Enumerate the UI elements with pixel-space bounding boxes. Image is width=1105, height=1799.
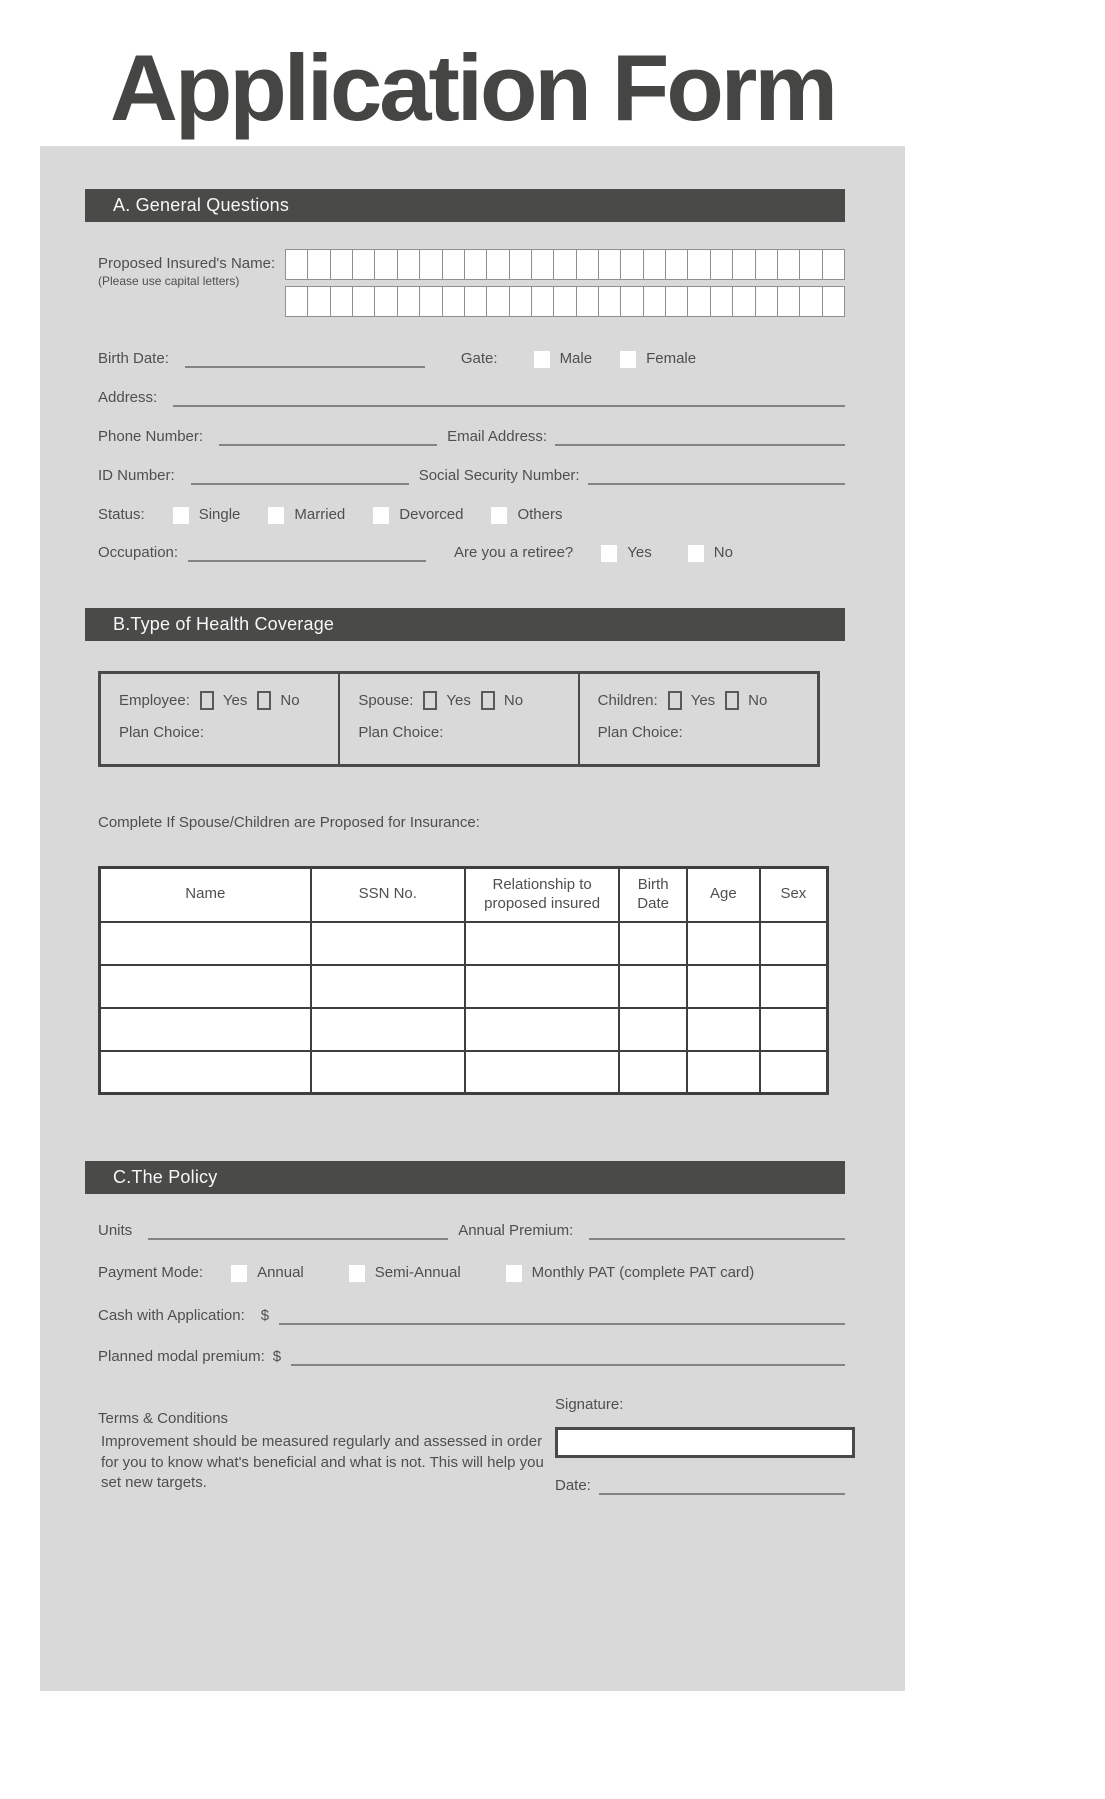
terms-title: Terms & Conditions — [98, 1410, 229, 1427]
spouse-yes-label: Yes — [446, 691, 471, 709]
employee-yes-label: Yes — [222, 691, 248, 709]
status-married-checkbox[interactable] — [268, 507, 284, 524]
id-number-field[interactable] — [191, 465, 409, 485]
planned-modal-premium-field[interactable] — [291, 1346, 845, 1366]
dependents-cell[interactable] — [760, 922, 828, 965]
dependents-cell[interactable] — [687, 922, 760, 965]
dependents-col-header: Age — [687, 868, 760, 922]
dependents-col-header: SSN No. — [311, 868, 465, 922]
spouse-no-label: No — [503, 691, 524, 709]
gate-label: Gate: — [460, 350, 498, 367]
name-char-cell[interactable] — [307, 286, 330, 317]
status-others-label: Others — [517, 506, 563, 523]
signature-label: Signature: — [555, 1396, 624, 1413]
name-char-cell[interactable] — [822, 286, 845, 317]
name-char-cell[interactable] — [553, 249, 576, 280]
dependents-cell[interactable] — [760, 1051, 828, 1094]
name-char-cell[interactable] — [620, 249, 643, 280]
spouse-no-checkbox[interactable] — [481, 691, 495, 710]
payment-monthly-pat-label: Monthly PAT (complete PAT card) — [531, 1264, 755, 1281]
gate-female-checkbox[interactable] — [620, 351, 636, 368]
name-char-cell[interactable] — [464, 249, 487, 280]
name-char-cell[interactable] — [352, 286, 375, 317]
signature-block — [555, 1396, 855, 1495]
planned-modal-premium-label: Planned modal premium: — [98, 1348, 265, 1365]
dependents-col-header: Name — [100, 868, 311, 922]
payment-monthly-pat-checkbox[interactable] — [506, 1265, 522, 1282]
name-char-cell[interactable] — [598, 249, 621, 280]
dependents-cell[interactable] — [619, 965, 687, 1008]
status-devorced-checkbox[interactable] — [373, 507, 389, 524]
cash-with-application-field[interactable] — [279, 1305, 845, 1325]
name-char-cell[interactable] — [531, 249, 554, 280]
dependents-cell[interactable] — [687, 965, 760, 1008]
dependents-table-body — [100, 922, 828, 1094]
name-char-cell[interactable] — [576, 286, 599, 317]
phone-label: Phone Number: — [98, 428, 204, 445]
occupation-field[interactable] — [188, 542, 426, 562]
dependents-row — [100, 1051, 828, 1094]
dependents-cell[interactable] — [465, 922, 619, 965]
dependents-cell[interactable] — [311, 1008, 465, 1051]
name-char-cell[interactable] — [509, 286, 532, 317]
name-char-cell[interactable] — [732, 249, 755, 280]
gate-female-label: Female — [646, 350, 697, 367]
dependents-cell[interactable] — [619, 1008, 687, 1051]
dependents-cell[interactable] — [311, 965, 465, 1008]
name-char-cell[interactable] — [553, 286, 576, 317]
coverage-box — [98, 671, 820, 767]
name-char-cell[interactable] — [330, 249, 353, 280]
dependents-col-header: Relationship to proposed insured — [465, 868, 619, 922]
insured-name-row — [98, 249, 845, 317]
gate-male-checkbox[interactable] — [534, 351, 550, 368]
name-char-cell[interactable] — [509, 249, 532, 280]
phone-field[interactable] — [219, 426, 437, 446]
retiree-question-label: Are you a retiree? — [454, 544, 574, 561]
name-char-row-1 — [285, 249, 845, 280]
coverage-children-column — [578, 674, 817, 764]
name-char-cell[interactable] — [620, 286, 643, 317]
dependents-cell[interactable] — [100, 1008, 311, 1051]
dependents-col-header: Sex — [760, 868, 828, 922]
insured-name-label: Proposed Insured's Name: — [98, 255, 276, 272]
dependents-cell[interactable] — [465, 1051, 619, 1094]
name-char-cell[interactable] — [777, 286, 800, 317]
dependents-table-head — [100, 868, 828, 922]
payment-semiannual-label: Semi-Annual — [374, 1264, 461, 1281]
children-no-label: No — [748, 691, 768, 709]
name-char-cell[interactable] — [777, 249, 800, 280]
units-label: Units — [98, 1222, 133, 1239]
address-label: Address: — [98, 389, 158, 406]
name-char-cell[interactable] — [397, 249, 420, 280]
ssn-label: Social Security Number: — [418, 467, 580, 484]
dependents-col-header: Birth Date — [619, 868, 687, 922]
name-char-cell[interactable] — [755, 286, 778, 317]
name-char-cell[interactable] — [755, 249, 778, 280]
dependents-cell[interactable] — [465, 1008, 619, 1051]
birth-date-label: Birth Date: — [98, 350, 169, 367]
planned-currency-symbol: $ — [272, 1348, 282, 1365]
employee-plan-choice-label: Plan Choice: — [119, 724, 205, 741]
name-char-cell[interactable] — [285, 286, 308, 317]
units-field[interactable] — [148, 1220, 448, 1240]
name-char-cell[interactable] — [710, 286, 733, 317]
employee-no-label: No — [280, 691, 300, 709]
annual-premium-field[interactable] — [589, 1220, 845, 1240]
children-yes-checkbox[interactable] — [668, 691, 682, 710]
birth-date-field[interactable] — [185, 348, 425, 368]
name-char-cell[interactable] — [330, 286, 353, 317]
retiree-no-checkbox[interactable] — [688, 545, 704, 562]
payment-semiannual-checkbox[interactable] — [349, 1265, 365, 1282]
payment-annual-label: Annual — [257, 1264, 304, 1281]
retiree-no-label: No — [713, 544, 733, 561]
name-char-cell[interactable] — [822, 249, 845, 280]
name-char-cell[interactable] — [374, 286, 397, 317]
dependents-cell[interactable] — [619, 922, 687, 965]
name-char-cell[interactable] — [598, 286, 621, 317]
dependents-row — [100, 922, 828, 965]
dependents-cell[interactable] — [760, 965, 828, 1008]
dependents-row — [100, 965, 828, 1008]
status-single-checkbox[interactable] — [173, 507, 189, 524]
children-yes-label: Yes — [690, 691, 716, 709]
children-plan-choice-label: Plan Choice: — [597, 724, 683, 741]
payment-annual-checkbox[interactable] — [231, 1265, 247, 1282]
terms-block — [98, 1396, 553, 1495]
coverage-employee-column — [101, 674, 338, 764]
dependents-table-intro: Complete If Spouse/Children are Proposed for Insurance: — [98, 814, 480, 831]
dependents-cell[interactable] — [100, 922, 311, 965]
status-devorced-label: Devorced — [399, 506, 464, 523]
date-label: Date: — [555, 1477, 591, 1494]
children-no-checkbox[interactable] — [725, 691, 739, 710]
name-char-cell[interactable] — [486, 286, 509, 317]
section-b-header: B.Type of Health Coverage — [85, 608, 845, 641]
name-char-cell[interactable] — [419, 286, 442, 317]
status-others-checkbox[interactable] — [491, 507, 507, 524]
status-label: Status: — [98, 506, 145, 523]
date-field[interactable] — [599, 1475, 845, 1495]
email-field[interactable] — [555, 426, 845, 446]
name-char-cell[interactable] — [576, 249, 599, 280]
terms-body: Improvement should be measured regularly and assessed in order for you to know what's beneficial and what is not. This will help you set new targets. — [101, 1433, 544, 1492]
occupation-label: Occupation: — [98, 544, 179, 561]
dependents-cell[interactable] — [687, 1008, 760, 1051]
ssn-field[interactable] — [588, 465, 845, 485]
dependents-cell[interactable] — [100, 1051, 311, 1094]
name-char-cell[interactable] — [732, 286, 755, 317]
name-char-cell[interactable] — [419, 249, 442, 280]
spouse-label: Spouse: — [358, 691, 414, 709]
spouse-yes-checkbox[interactable] — [423, 691, 437, 710]
name-char-cell[interactable] — [687, 249, 710, 280]
name-char-cell[interactable] — [799, 286, 822, 317]
section-c-header: C.The Policy — [85, 1161, 845, 1194]
dependents-cell[interactable] — [619, 1051, 687, 1094]
dependents-row — [100, 1008, 828, 1051]
name-char-cell[interactable] — [307, 249, 330, 280]
dependents-cell[interactable] — [100, 965, 311, 1008]
form-panel — [40, 146, 905, 1691]
status-married-label: Married — [294, 506, 346, 523]
capital-letters-note: (Please use capital letters) — [98, 274, 240, 288]
status-single-label: Single — [198, 506, 241, 523]
employee-label: Employee: — [119, 691, 190, 709]
cash-with-application-label: Cash with Application: — [98, 1307, 245, 1324]
dependents-cell[interactable] — [760, 1008, 828, 1051]
signature-box[interactable] — [555, 1427, 855, 1458]
name-char-cell[interactable] — [710, 249, 733, 280]
payment-mode-label: Payment Mode: — [98, 1264, 204, 1281]
name-char-row-2 — [285, 286, 845, 317]
coverage-spouse-column — [338, 674, 577, 764]
name-char-cell[interactable] — [665, 249, 688, 280]
dependents-table — [98, 866, 829, 1095]
dependents-cell[interactable] — [465, 965, 619, 1008]
children-label: Children: — [597, 691, 658, 709]
name-char-cell[interactable] — [643, 249, 666, 280]
employee-yes-checkbox[interactable] — [200, 691, 214, 710]
page-title: Application Form — [110, 35, 835, 140]
section-a-header: A. General Questions — [85, 189, 845, 222]
name-char-cell[interactable] — [665, 286, 688, 317]
spouse-plan-choice-label: Plan Choice: — [358, 724, 444, 741]
retiree-yes-checkbox[interactable] — [601, 545, 617, 562]
name-char-cell[interactable] — [799, 249, 822, 280]
dependents-cell[interactable] — [311, 1051, 465, 1094]
name-char-cell[interactable] — [464, 286, 487, 317]
annual-premium-label: Annual Premium: — [458, 1222, 574, 1239]
dependents-cell[interactable] — [687, 1051, 760, 1094]
name-char-cell[interactable] — [442, 249, 465, 280]
name-char-cell[interactable] — [531, 286, 554, 317]
dependents-cell[interactable] — [311, 922, 465, 965]
retiree-yes-label: Yes — [627, 544, 652, 561]
name-char-cell[interactable] — [285, 249, 308, 280]
id-number-label: ID Number: — [98, 467, 175, 484]
email-label: Email Address: — [447, 428, 548, 445]
employee-no-checkbox[interactable] — [257, 691, 271, 710]
cash-currency-symbol: $ — [260, 1307, 270, 1324]
name-char-cell[interactable] — [374, 249, 397, 280]
address-field[interactable] — [173, 387, 845, 407]
gate-male-label: Male — [559, 350, 593, 367]
name-char-cell[interactable] — [352, 249, 375, 280]
name-char-cell[interactable] — [486, 249, 509, 280]
name-char-cell[interactable] — [687, 286, 710, 317]
name-char-cell[interactable] — [397, 286, 420, 317]
name-char-cell[interactable] — [643, 286, 666, 317]
name-char-cell[interactable] — [442, 286, 465, 317]
